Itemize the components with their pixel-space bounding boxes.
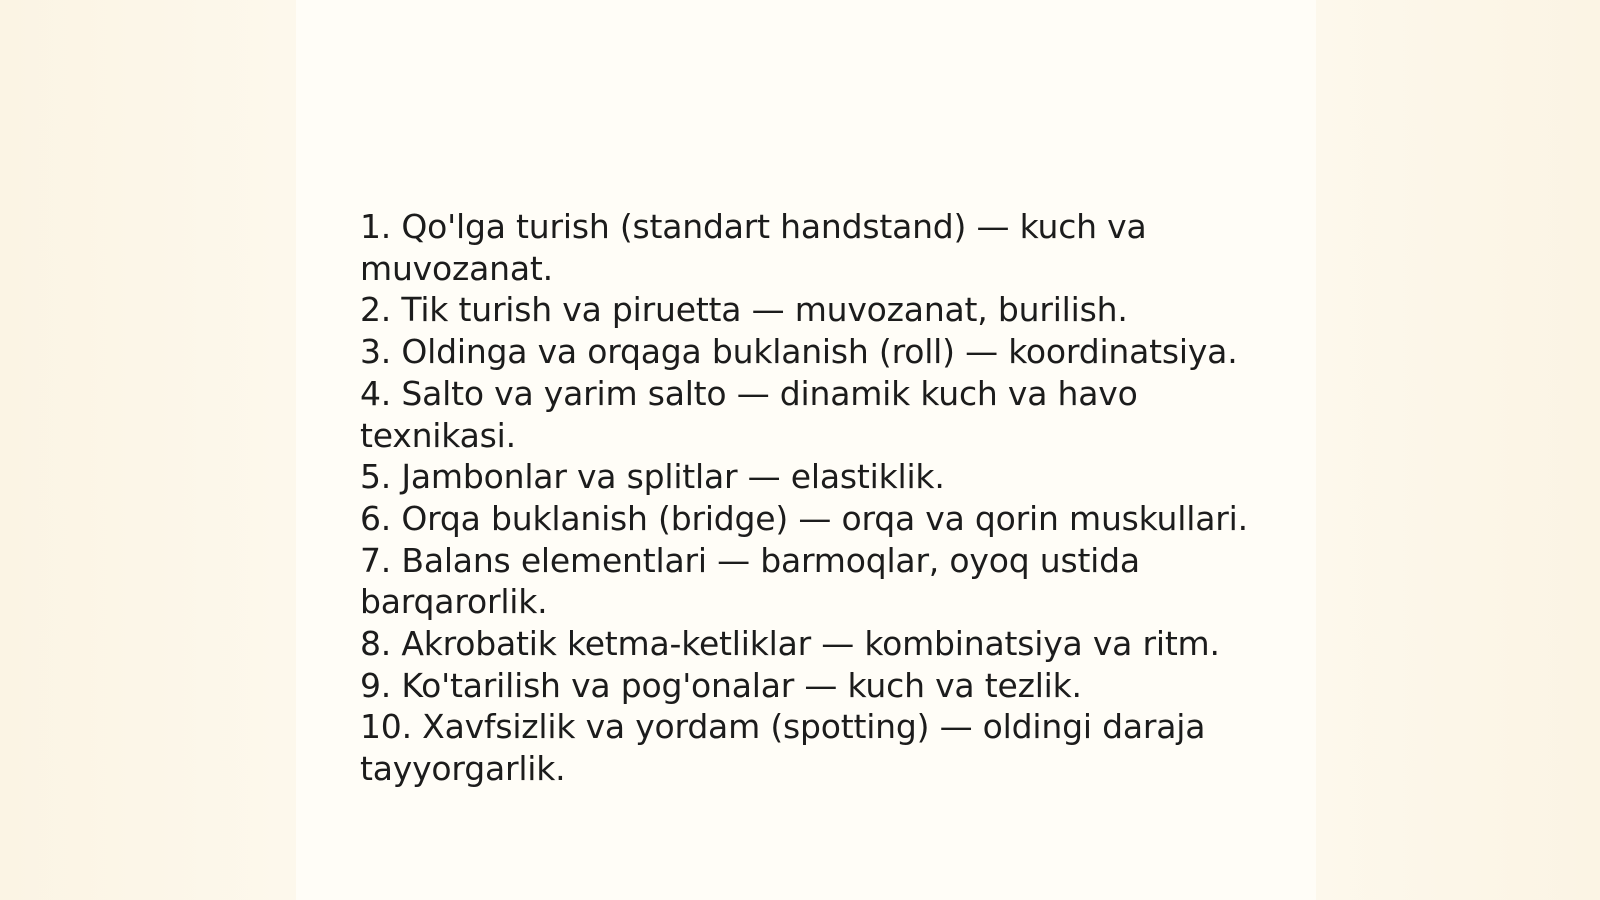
document-page — [296, 0, 1316, 900]
list-item-7: 7. Balans elementlari — barmoqlar, oyoq ustida barqarorlik. — [360, 540, 1140, 622]
list-item-4: 4. Salto va yarim salto — dinamik kuch va havo texnikasi. — [360, 373, 1138, 455]
list-item-9: 9. Ko'tarilish va pog'onalar — kuch va tezlik. — [360, 665, 1082, 705]
list-item-1: 1. Qo'lga turish (standart handstand) — kuch va muvozanat. — [360, 207, 1147, 288]
numbered-list — [360, 206, 1260, 790]
list-item-6: 6. Orqa buklanish (bridge) — orqa va qorin muskullari. — [360, 498, 1248, 538]
list-item-3: 3. Oldinga va orqaga buklanish (roll) — koordinatsiya. — [360, 332, 1238, 372]
list-item-2: 2. Tik turish va piruetta — muvozanat, burilish. — [360, 290, 1128, 330]
list-item-10: 10. Xavfsizlik va yordam (spotting) — oldingi daraja tayyorgarlik. — [360, 707, 1206, 789]
list-item-5: 5. Jambonlar va splitlar — elastiklik. — [360, 457, 945, 497]
list-item-8: 8. Akrobatik ketma-ketliklar — kombinatsiya va ritm. — [360, 624, 1220, 664]
